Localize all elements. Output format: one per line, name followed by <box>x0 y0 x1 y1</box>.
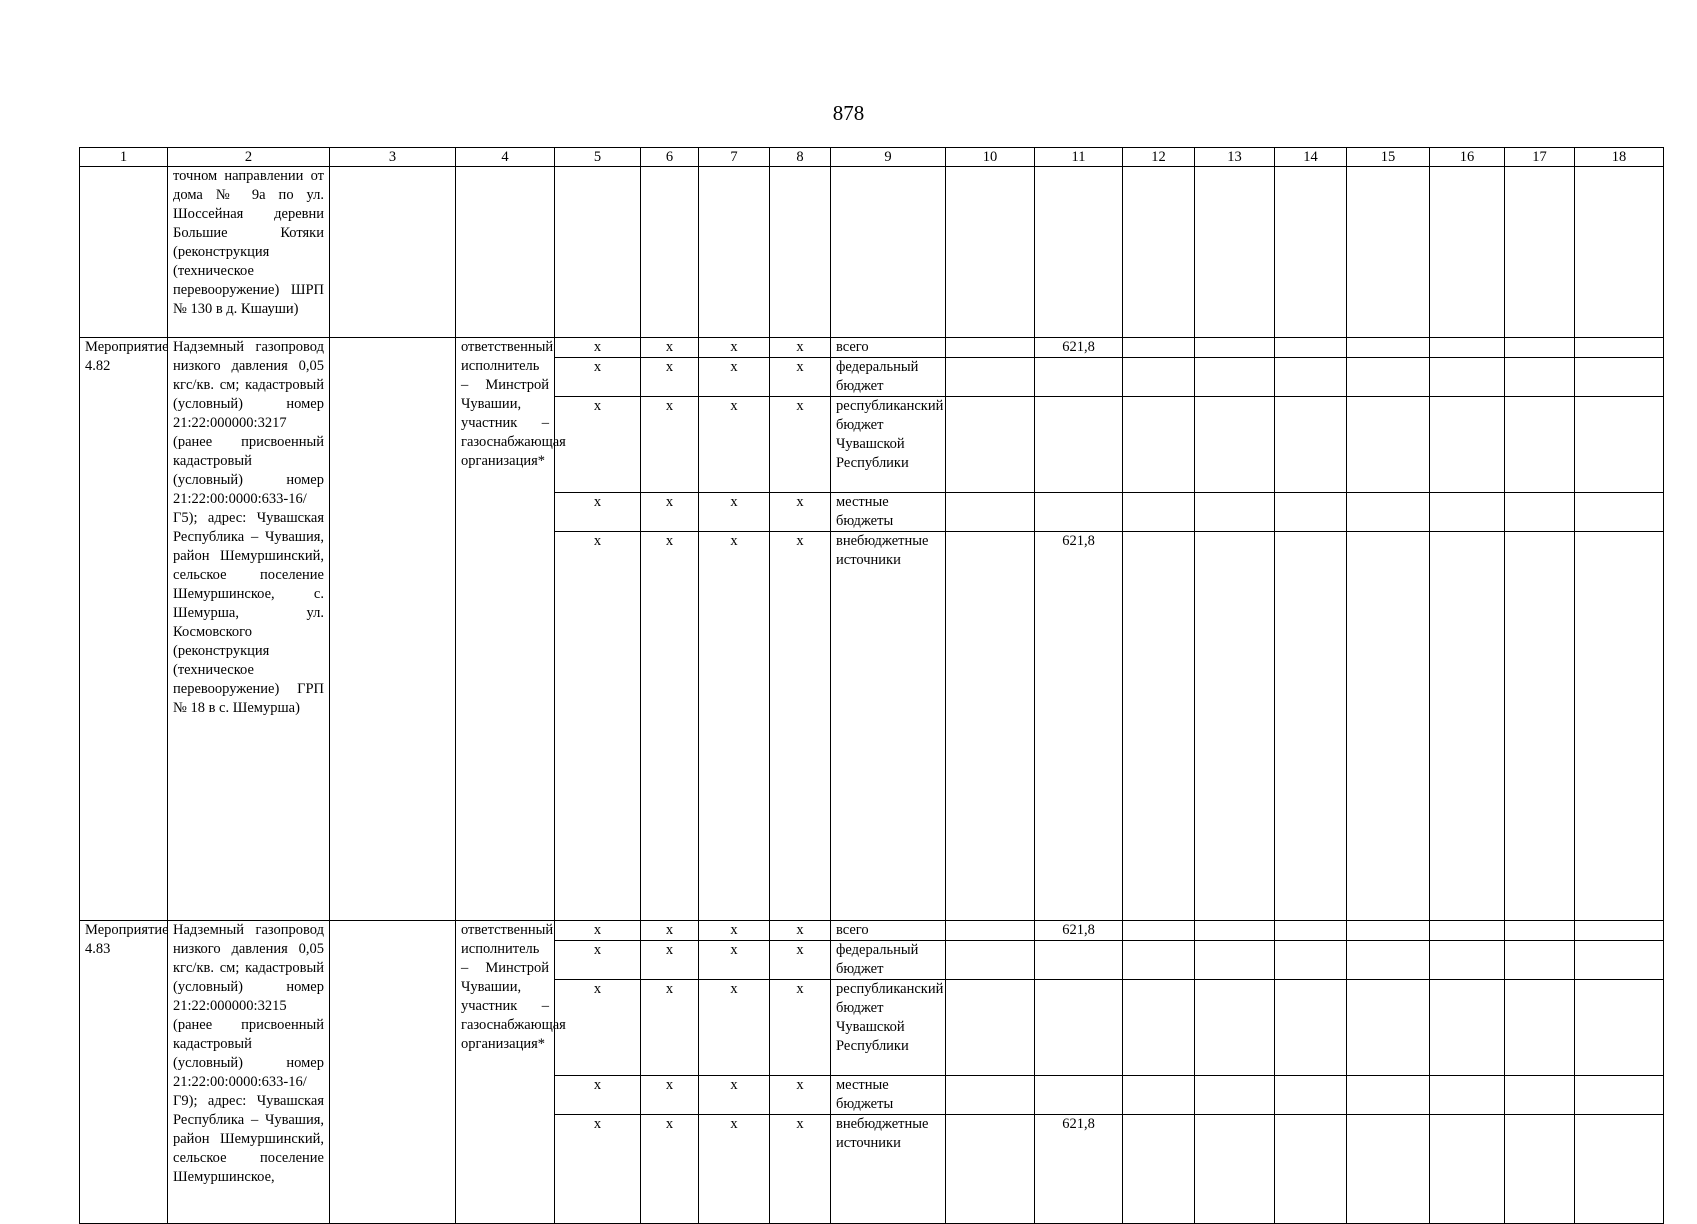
funding-source: местные бюджеты <box>831 493 946 532</box>
funding-amount: 621,8 <box>1035 921 1123 941</box>
funding-source: всего <box>831 921 946 941</box>
event-number: Мероприятие 4.82 <box>80 338 168 921</box>
program-table <box>79 147 1664 1224</box>
col-header: 8 <box>770 148 831 167</box>
event-description: Надземный газопровод низкого давления 0,05 кгс/кв. см; кадастровый (условный) номер 21:22:000000:3217 (ранее присвоенный кадастровый (условный) номер 21:22:00:0000:633-16/Г5); адрес: Чувашская Республика – Чувашия, район Шемуршинский, сельское поселение Шемуршинское, с. Шемурша, ул. Космовского (реконструкция (техническое перевооружение) ГРП № 18 в с. Шемурша) <box>168 338 330 921</box>
col-header: 6 <box>641 148 699 167</box>
col-header: 11 <box>1035 148 1123 167</box>
funding-amount <box>1035 941 1123 980</box>
col-header: 4 <box>456 148 555 167</box>
event-description: Надземный газопровод низкого давления 0,05 кгс/кв. см; кадастровый (условный) номер 21:22:000000:3215 (ранее присвоенный кадастровый (условный) номер 21:22:00:0000:633-16/Г9); адрес: Чувашская Республика – Чувашия, район Шемуршинский, сельское поселение Шемуршинское, <box>168 921 330 1224</box>
funding-source: внебюджетные источники <box>831 532 946 921</box>
table-row <box>80 167 1664 338</box>
funding-amount <box>1035 1076 1123 1115</box>
table-row: х х х х местные бюджеты <box>80 1076 1664 1115</box>
table-row: х х х х внебюджетные источники 621,8 <box>80 532 1664 921</box>
header-row <box>80 148 1664 167</box>
col-header: 16 <box>1430 148 1505 167</box>
col-header: 9 <box>831 148 946 167</box>
col-header: 14 <box>1275 148 1347 167</box>
funding-amount <box>1035 397 1123 493</box>
col-header: 5 <box>555 148 641 167</box>
table-row: х х х х республиканский бюджет Чувашской Республики <box>80 980 1664 1076</box>
col-header: 2 <box>168 148 330 167</box>
event-description: точном направлении от дома № 9а по ул. Шоссейная деревни Большие Котяки (реконструкция (техническое перевооружение) ШРП № 130 в д. Кшауши) <box>168 167 330 338</box>
col-header: 15 <box>1347 148 1430 167</box>
funding-amount <box>1035 358 1123 397</box>
event-number: Мероприятие 4.83 <box>80 921 168 1224</box>
col-header: 3 <box>330 148 456 167</box>
funding-amount: 621,8 <box>1035 532 1123 921</box>
funding-source: местные бюджеты <box>831 1076 946 1115</box>
table-row: х х х х местные бюджеты <box>80 493 1664 532</box>
funding-source: внебюджетные источники <box>831 1115 946 1224</box>
col-header: 10 <box>946 148 1035 167</box>
funding-source: республиканский бюджет Чувашской Республики <box>831 980 946 1076</box>
funding-source: федеральный бюджет <box>831 358 946 397</box>
funding-amount <box>1035 493 1123 532</box>
funding-amount <box>1035 980 1123 1076</box>
funding-source: всего <box>831 338 946 358</box>
event-executor: ответственный исполнитель – Минстрой Чувашии, участник – газоснабжающая организация* <box>456 338 555 921</box>
col-header: 12 <box>1123 148 1195 167</box>
page-number: 878 <box>832 101 865 125</box>
table-row: х х х х федеральный бюджет <box>80 941 1664 980</box>
table-row: х х х х внебюджетные источники 621,8 <box>80 1115 1664 1224</box>
funding-source: республиканский бюджет Чувашской Республики <box>831 397 946 493</box>
col-header: 7 <box>699 148 770 167</box>
col-header: 1 <box>80 148 168 167</box>
table-row: х х х х республиканский бюджет Чувашской Республики <box>80 397 1664 493</box>
col-header: 17 <box>1505 148 1575 167</box>
funding-amount: 621,8 <box>1035 338 1123 358</box>
table-row: х х х х федеральный бюджет <box>80 358 1664 397</box>
table-row: Мероприятие 4.83 Надземный газопровод низкого давления 0,05 кгс/кв. см; кадастровый (условный) номер 21:22:000000:3215 (ранее присвоенный кадастровый (условный) номер 21:22:00:0000:633-16/Г9); адрес: Чувашская Республика – Чувашия, район Шемуршинский, сельское поселение Шемуршинское, ответственный исполнитель – Минстрой Чувашии, участник – газоснабжающая организация* х х х х всего 621,8 <box>80 921 1664 941</box>
event-executor: ответственный исполнитель – Минстрой Чувашии, участник – газоснабжающая организация* <box>456 921 555 1224</box>
col-header: 18 <box>1575 148 1664 167</box>
table-row: Мероприятие 4.82 Надземный газопровод низкого давления 0,05 кгс/кв. см; кадастровый (условный) номер 21:22:000000:3217 (ранее присвоенный кадастровый (условный) номер 21:22:00:0000:633-16/Г5); адрес: Чувашская Республика – Чувашия, район Шемуршинский, сельское поселение Шемуршинское, с. Шемурша, ул. Космовского (реконструкция (техническое перевооружение) ГРП № 18 в с. Шемурша) ответственный исполнитель – Минстрой Чувашии, участник – газоснабжающая организация* х х х х всего 621,8 <box>80 338 1664 358</box>
funding-amount: 621,8 <box>1035 1115 1123 1224</box>
col-header: 13 <box>1195 148 1275 167</box>
funding-source: федеральный бюджет <box>831 941 946 980</box>
